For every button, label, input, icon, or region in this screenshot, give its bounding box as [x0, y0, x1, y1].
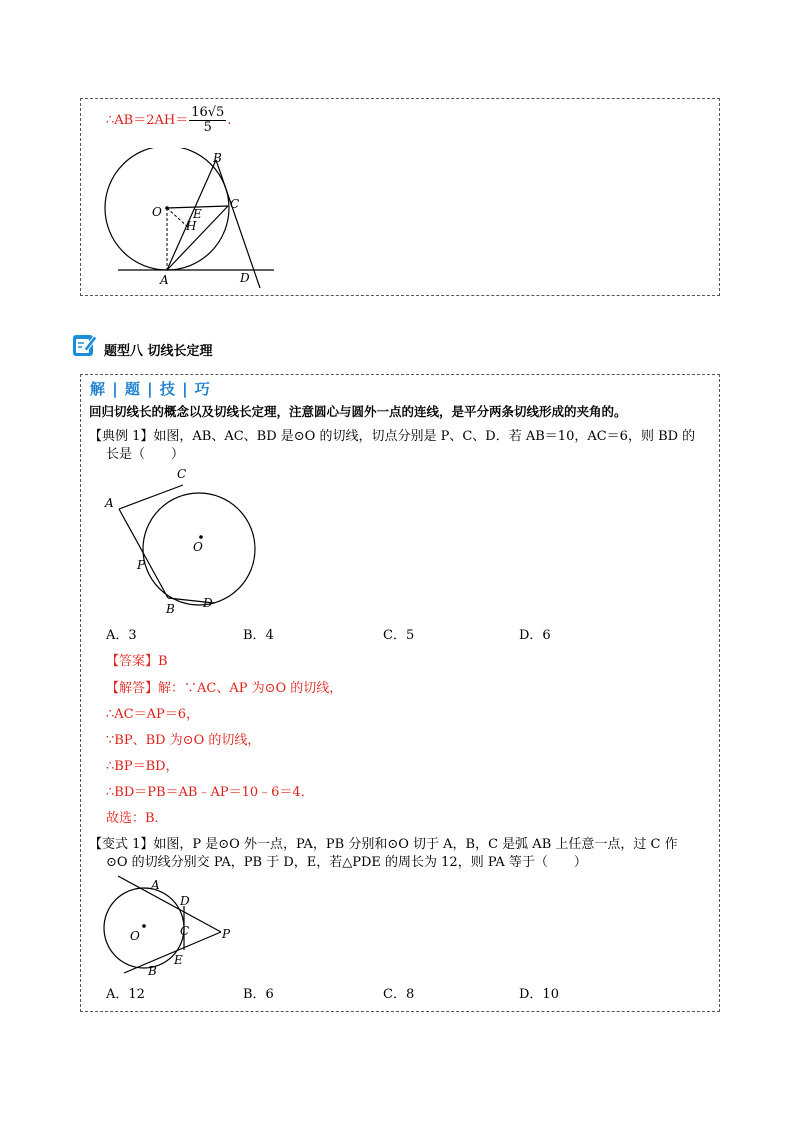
solution-line-6: 故选：B．: [106, 811, 168, 826]
tangent-ac: [119, 485, 183, 509]
variant1-question-line1: 【变式 1】如图，P 是⊙O 外一点，PA，PB 分别和⊙O 切于 A，B，C 是弧 AB 上任意一点，过 C 作: [89, 837, 678, 852]
formula-fraction: [189, 106, 226, 135]
option-b: B．6: [243, 987, 274, 1002]
label-o: O: [130, 929, 140, 943]
label-b: B: [166, 602, 175, 616]
tips-title: 解 | 题 | 技 | 巧: [90, 380, 211, 398]
fraction-numerator: 16√5: [191, 105, 225, 120]
variant1-question-line2: ⊙O 的切线分别交 PA，PB 于 D，E，若△PDE 的周长为 12，则 PA 等于（ ）: [106, 855, 587, 870]
option-c: C．5: [383, 628, 415, 643]
edit-note-icon: [72, 332, 98, 358]
label-b: B: [148, 964, 157, 978]
label-e: E: [193, 207, 202, 221]
label-p: P: [137, 558, 146, 572]
example1-question-line1: 【典例 1】如图，AB、AC、BD 是⊙O 的切线，切点分别是 P、C、D．若 AB＝10，AC＝6，则 BD 的: [89, 429, 696, 444]
circle-tangent-figure-1: [100, 148, 290, 290]
circle-o: [104, 888, 184, 968]
solution-line-2: ∴AC＝AP＝6，: [106, 707, 200, 722]
tangent-figure-variant1: [100, 872, 250, 980]
solution-line-3: ∵BP、BD 为⊙O 的切线，: [106, 733, 261, 748]
solution-line-5: ∴BD＝PB＝AB﹣AP＝10﹣6＝4．: [106, 785, 314, 800]
example1-question-line2: 长是（ ）: [106, 447, 185, 462]
answer-line: 【答案】B: [106, 654, 168, 669]
section-title: 题型八 切线长定理: [104, 343, 213, 359]
option-b: B．4: [243, 628, 274, 643]
option-d: D．6: [519, 628, 551, 643]
tangent-figure-example1: [100, 465, 270, 617]
label-c: C: [230, 197, 240, 211]
label-o: O: [152, 205, 162, 219]
tangent-pa: [118, 876, 221, 932]
tangent-line-bd: [216, 160, 260, 288]
option-c: C．8: [383, 987, 415, 1002]
center-dot: [165, 206, 169, 210]
fraction-denominator: 5: [203, 120, 212, 135]
label-d: D: [180, 894, 190, 908]
label-b: B: [213, 151, 222, 165]
tangent-ab: [119, 509, 168, 598]
center-dot: [142, 924, 146, 928]
ab-formula-line: [106, 106, 231, 135]
option-d: D．10: [519, 987, 559, 1002]
label-d: D: [203, 596, 213, 610]
option-a: A．12: [106, 987, 145, 1002]
label-p: P: [222, 927, 231, 941]
label-o: O: [193, 540, 203, 554]
option-a: A．3: [106, 628, 137, 643]
label-c: C: [177, 467, 187, 481]
formula-suffix: .: [227, 113, 232, 128]
label-c: C: [180, 924, 190, 938]
label-e: E: [174, 953, 183, 967]
center-dot: [199, 535, 203, 539]
label-d: D: [240, 271, 250, 285]
label-a: A: [160, 273, 169, 287]
label-a: A: [151, 878, 160, 892]
formula-prefix: ∴AB＝2AH＝: [106, 113, 189, 128]
tips-summary: 回归切线长的概念以及切线长定理，注意圆心与圆外一点的连线，是平分两条切线形成的夹角的。: [89, 404, 627, 419]
label-h: H: [186, 219, 197, 233]
solution-line-4: ∴BP＝BD，: [106, 759, 179, 774]
label-a: A: [105, 496, 114, 510]
solution-line-1: 【解答】解：∵AC、AP 为⊙O 的切线，: [106, 681, 343, 696]
section-heading: [72, 330, 213, 360]
